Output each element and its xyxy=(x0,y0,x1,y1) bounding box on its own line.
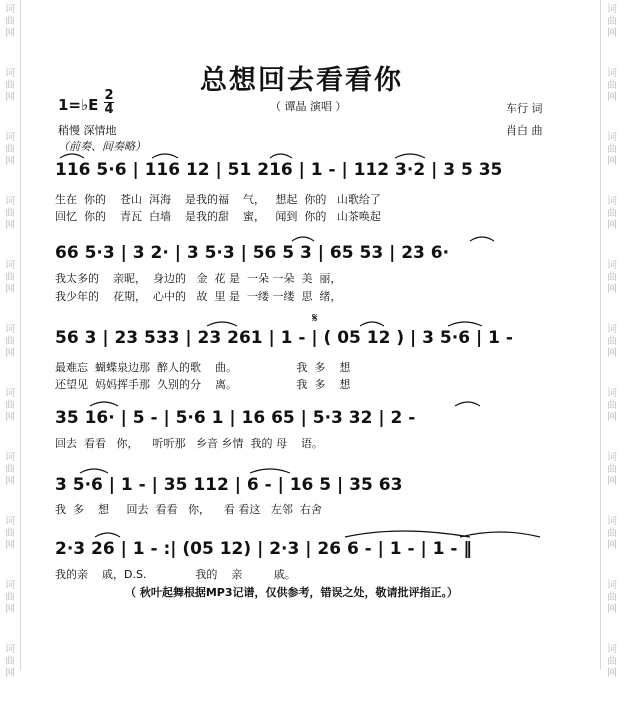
slur-mark xyxy=(345,531,470,537)
slur-mark xyxy=(460,532,540,537)
lyricist-credit: 车行 词 xyxy=(506,102,543,115)
watermark-text: 词 曲 网 xyxy=(5,452,15,487)
music-line-4: 35 16· | 5 - | 5·6 1 | 16 65 | 5·3 32 | 2 - xyxy=(55,408,416,428)
singer-credit: （ 谭晶 演唱 ） xyxy=(270,100,347,113)
music-line-6: 2·3 26 | 1 - :| (05 12) | 2·3 | 26 6 - | 1 - | 1 - ‖ xyxy=(55,539,472,559)
watermark-text: 词 曲 网 xyxy=(5,196,15,231)
music-line-2: 66 5·3 | 3 2· | 3 5·3 | 56 5 3 | 65 53 | 23 6· xyxy=(55,243,450,263)
lyric-line-3b: 还望见 妈妈挥手那 久别的分 离。 我 多 想 xyxy=(55,378,351,391)
watermark-text: 词 曲 网 xyxy=(607,580,617,615)
slur-mark xyxy=(152,154,178,158)
music-line-1: 116 5·6 | 116 12 | 51 216 | 1 - | 112 3·2 | 3 5 35 xyxy=(55,160,503,180)
segno-icon: 𝄋 xyxy=(312,311,318,326)
lyric-line-2a: 我太多的 亲昵， 身边的 金 花 是 一朵 一朵 美 丽， xyxy=(55,272,342,285)
slur-mark xyxy=(470,237,494,241)
slur-mark xyxy=(270,154,292,158)
slur-mark xyxy=(395,154,425,158)
slur-mark xyxy=(292,237,314,241)
lyric-line-2b: 我少年的 花期， 心中的 故 里 是 一缕 一缕 思 绪， xyxy=(55,290,342,303)
watermark-text: 词 曲 网 xyxy=(607,324,617,359)
watermark-text: 词 曲 网 xyxy=(5,516,15,551)
lyric-line-5: 我 多 想 回去 看看 你， 看 看这 左邻 右舍 xyxy=(55,503,322,516)
music-line-3: 56 3 | 23 533 | 23 261 | 1 - | ( 05 12 ) | 3 5·6 | 1 - xyxy=(55,328,513,348)
slur-mark xyxy=(90,402,118,406)
watermark-text: 词 曲 网 xyxy=(607,388,617,423)
time-sig-top: 2 xyxy=(104,88,114,103)
watermark-text: 词 曲 网 xyxy=(607,132,617,167)
watermark-text: 词 曲 网 xyxy=(5,580,15,615)
song-title: 总想回去看看你 xyxy=(200,65,403,96)
slur-mark xyxy=(80,469,108,473)
slur-mark xyxy=(448,322,482,326)
slur-mark xyxy=(250,469,290,473)
watermark-text: 词 曲 网 xyxy=(607,196,617,231)
lyric-line-1b: 回忆 你的 青瓦 白墙 是我的甜 蜜， 闻到 你的 山茶唤起 xyxy=(55,210,381,223)
watermark-text: 词 曲 网 xyxy=(5,644,15,679)
slur-mark xyxy=(207,322,237,326)
slur-mark xyxy=(60,154,84,158)
slur-mark xyxy=(455,402,480,406)
watermark-text: 词 曲 网 xyxy=(607,516,617,551)
lyric-line-6: 我的亲 戚，D.S. 我的 亲 戚。 xyxy=(55,568,296,581)
intro-note: （前奏、间奏略） xyxy=(58,140,146,153)
footnote: （ 秋叶起舞根据MP3记谱，仅供参考，错误之处，敬请批评指正。） xyxy=(125,586,458,599)
composer-credit: 肖白 曲 xyxy=(506,124,543,137)
watermark-text: 词 曲 网 xyxy=(607,452,617,487)
watermark-text: 词 曲 网 xyxy=(607,68,617,103)
lyric-line-4: 回去 看看 你， 听听那 乡音 乡情 我的 母 语。 xyxy=(55,437,323,450)
watermark-text: 词 曲 网 xyxy=(607,4,617,39)
lyric-line-3a: 最难忘 蝴蝶泉边那 醉人的歌 曲。 我 多 想 xyxy=(55,361,351,374)
watermark-text: 词 曲 网 xyxy=(5,388,15,423)
music-line-5: 3 5·6 | 1 - | 35 112 | 6 - | 16 5 | 35 63 xyxy=(55,475,403,495)
watermark-text: 词 曲 网 xyxy=(5,260,15,295)
key-signature: 1=♭E xyxy=(58,96,99,114)
watermark-text: 词 曲 网 xyxy=(607,644,617,679)
tempo-marking: 稍慢 深情地 xyxy=(58,124,117,137)
lyric-line-1a: 生在 你的 苍山 洱海 是我的福 气， 想起 你的 山歌给了 xyxy=(55,193,381,206)
time-sig-bottom: 4 xyxy=(104,102,114,117)
watermark-text: 词 曲 网 xyxy=(5,132,15,167)
watermark-text: 词 曲 网 xyxy=(607,260,617,295)
watermark-text: 词 曲 网 xyxy=(5,68,15,103)
slur-mark xyxy=(95,533,120,537)
watermark-text: 词 曲 网 xyxy=(5,4,15,39)
slur-mark xyxy=(360,322,384,326)
watermark-text: 词 曲 网 xyxy=(5,324,15,359)
